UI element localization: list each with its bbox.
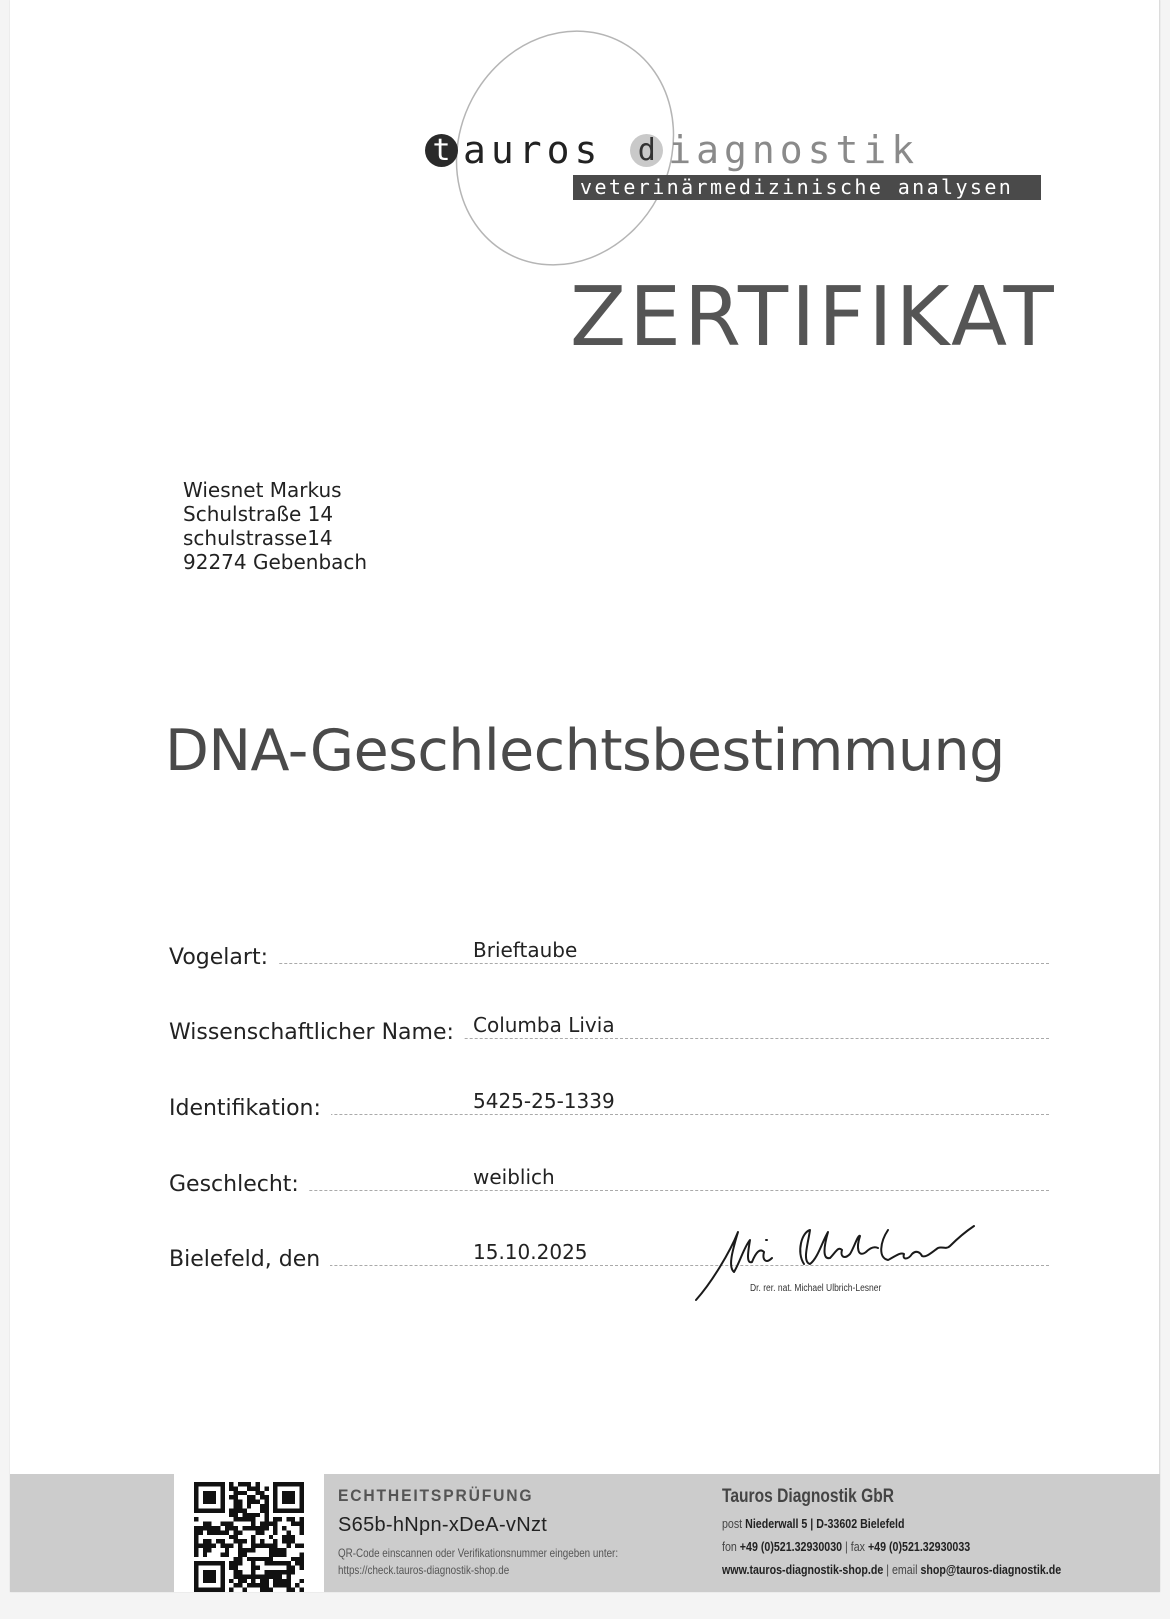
logo-letter-t: t [425,134,458,167]
post-address: Niederwall 5 | D-33602 Bielefeld [745,1516,905,1531]
email-link[interactable]: shop@tauros-diagnostik.de [920,1562,1062,1577]
fax-label: | fax [845,1539,865,1554]
field-value: 5425-25-1339 [473,1089,615,1113]
page-edge [1159,0,1160,1592]
website-link[interactable]: www.tauros-diagnostik-shop.de [722,1562,884,1577]
field-label: Bielefeld, den [169,1247,330,1272]
address-line: Wiesnet Markus [183,478,342,502]
field-sex [169,1157,1049,1197]
field-value: Brieftaube [473,938,578,962]
address-line: schulstrasse14 [183,526,333,550]
company-phone-fax [722,1539,1061,1554]
verification-note [338,1545,618,1579]
fon-label: fon [722,1539,737,1554]
certificate-title: ZERTIFIKAT [570,270,1057,365]
field-value: 15.10.2025 [473,1240,588,1264]
fax-number: +49 (0)521.32930033 [867,1539,971,1554]
address-line: 92274 Gebenbach [183,550,368,574]
field-value: Columba Livia [473,1013,615,1037]
authenticity-title: ECHTHEITSPRÜFUNG [338,1486,534,1505]
qr-code-icon[interactable] [194,1482,304,1592]
logo-letter-d: d [630,134,663,167]
email-label: | email [886,1562,918,1577]
field-value: weiblich [473,1165,555,1189]
logo-word-iagnostik: iagnostik [668,128,920,172]
field-identification [169,1081,1049,1121]
verification-url[interactable]: https://check.tauros-diagnostik-shop.de [338,1563,510,1577]
logo-word-auros: auros [463,128,631,172]
company-web-email [722,1562,1061,1577]
signature-caption: Dr. rer. nat. Michael Ulbrich-Lesner [750,1283,882,1294]
footer-bar [10,1474,1160,1592]
address-line: Schulstraße 14 [183,502,334,526]
post-label: post [722,1516,743,1531]
field-label: Geschlecht: [169,1172,309,1197]
verification-note-line: QR-Code einscannen oder Verifikationsnummer eingeben unter: [338,1546,619,1560]
authenticity-section [338,1486,680,1579]
qr-code-box [174,1474,324,1592]
company-contact [722,1486,1061,1577]
company-logo [425,128,919,172]
field-scientific-name [169,1005,1049,1045]
field-bird-species [169,930,1049,970]
logo-subtitle: veterinärmedizinische analysen [573,175,1041,200]
company-post [722,1516,1061,1531]
company-name: Tauros Diagnostik GbR [722,1486,894,1507]
field-label: Wissenschaftlicher Name: [169,1020,464,1045]
document-title: DNA-Geschlechtsbestimmung [165,718,1005,784]
recipient-address [183,478,367,574]
verification-code: S65b-hNpn-xDeA-vNzt [338,1514,548,1536]
field-label: Identifikation: [169,1096,331,1121]
field-label: Vogelart: [169,945,278,970]
phone-number: +49 (0)521.32930030 [739,1539,843,1554]
dotted-line [169,963,1049,964]
certificate-page [10,0,1160,1592]
